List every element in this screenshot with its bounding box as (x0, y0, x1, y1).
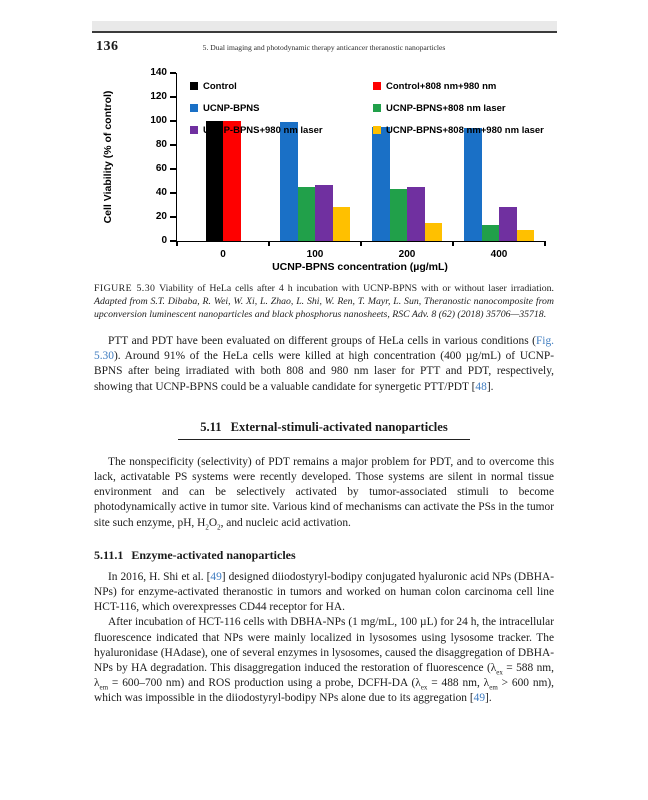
y-tick-label: 20 (155, 211, 167, 222)
text-segment: Viability of HeLa cells after 4 h incubation with UCNP-BPNS with or without laser irradiation. (155, 283, 554, 294)
text-segment: The nonspecificity (selectivity) of PDT remains a major problem for PDT, and to overcome this lack, activatable PS systems were recently developed. Those systems are silent in normal tissue environment and can be selectively activated by tumor-associated stimuli to become photodynamically active in tumor site. Various kind of mechanisms can activate the PSs in the tumor site such enzyme, pH, H (94, 455, 554, 529)
y-tick-label: 0 (161, 235, 167, 246)
bar-ucnp-bpns-808-nm-980-nm-laser (333, 207, 351, 241)
subscript: ex (420, 683, 428, 692)
bar-ucnp-bpns-808-nm-laser (482, 225, 500, 241)
text-segment: ). Around 91% of the HeLa cells were killed at high concentration (400 µg/mL) of UCNP-BPNS after being irradiated with both 808 and 980 nm laser for PTT and PDT, respectively, showing that UCNP-BPNS could be a valuable candidate for synergetic PTT/PDT [ (94, 350, 554, 393)
bar-ucnp-bpns (464, 128, 482, 241)
legend-swatch-icon (373, 126, 381, 134)
text-segment: Adapted from S.T. Dibaba, R. Wei, W. Xi, L. Zhao, L. Shi, W. Ren, T. Mayr, L. Sun, Theranostic nanocomposite from upconversion luminescent nanoparticles and black phosphorus nanosheets, RSC Adv. 8 (62) (2018) 35706—35718. (94, 296, 554, 320)
legend-item (373, 75, 544, 97)
chart-y-axis-label: Cell Viability (% of control) (102, 90, 114, 224)
paragraph-ptt-pdt (94, 334, 554, 395)
text-segment: In 2016, H. Shi et al. [ (108, 570, 211, 583)
subscript: ex (496, 668, 503, 677)
x-category-label: 200 (398, 249, 416, 260)
x-tick-mark (268, 241, 270, 246)
legend-item (373, 97, 544, 119)
y-tick-mark (170, 216, 176, 218)
legend-label: UCNP-BPNS+808 nm+980 nm laser (386, 124, 544, 136)
citation-link[interactable]: Fig. 5.30 (94, 335, 554, 363)
citation-link[interactable]: 49 (473, 692, 486, 705)
text-segment: = 588 nm, λ (94, 662, 554, 690)
y-tick-mark (170, 72, 176, 74)
text-segment: After incubation of HCT-116 cells with DBHA-NPs (1 mg/mL, 100 µL) for 24 h, the intracellular fluorescence indicated that NPs were mainly localized in lysosomes using lysosome tracker. The hyaluronidase (HAdase), one of several enzymes in lysosomes, caused the disaggregation of DBHA-NPs by HA degradation. This disaggregation induced the restoration of fluorescence (λ (94, 616, 554, 675)
text-segment: O (208, 516, 218, 529)
bar-ucnp-bpns-808-nm-980-nm-laser (517, 230, 535, 241)
y-tick-label: 80 (155, 139, 167, 150)
legend-label: UCNP-BPNS+980 nm laser (203, 124, 323, 136)
x-tick-mark (360, 241, 362, 246)
subsection-heading-5-11-1 (94, 548, 554, 563)
figure-caption (94, 282, 554, 321)
y-tick-label: 140 (150, 67, 167, 78)
x-tick-mark (452, 241, 454, 246)
legend-swatch-icon (373, 104, 381, 112)
bar-ucnp-bpns-980-nm-laser (407, 187, 425, 241)
subscript: 2 (205, 522, 209, 531)
bar-ucnp-bpns-808-nm-laser (390, 189, 408, 241)
section-heading-text (178, 420, 470, 440)
paragraph-shi-2016 (94, 570, 554, 616)
y-tick-label: 100 (150, 115, 167, 126)
x-category-label: 0 (220, 249, 226, 260)
paragraph-hct116-incubation (94, 615, 554, 706)
section-heading-5-11 (94, 418, 554, 440)
y-tick-mark (170, 168, 176, 170)
y-tick-mark (170, 120, 176, 122)
legend-label: Control+808 nm+980 nm (386, 80, 497, 92)
subscript: 2 (217, 522, 221, 531)
y-tick-mark (170, 192, 176, 194)
subscript: em (99, 683, 109, 692)
y-tick-mark (170, 96, 176, 98)
x-category-label: 400 (490, 249, 508, 260)
subscript: em (489, 683, 498, 692)
x-tick-mark (544, 241, 546, 246)
bar-ucnp-bpns-980-nm-laser (315, 185, 333, 241)
text-segment: ] designed diiodostyryl-bodipy conjugated hyaluronic acid NPs (DBHA-NPs) for enzyme-activated theranostic in tumors and worked on human colon carcinoma cell line HCT-116, which overexpresses CD44 receptor for HA. (94, 570, 554, 614)
legend-label: Control (203, 80, 237, 92)
section-number: 5.11 (200, 419, 222, 434)
bar-ucnp-bpns (372, 127, 390, 241)
text-segment: FIGURE 5.30 (94, 283, 156, 294)
page-content (94, 0, 554, 707)
legend-swatch-icon (190, 82, 198, 90)
paragraph-nonspecificity (94, 455, 554, 531)
legend-swatch-icon (190, 104, 198, 112)
subsection-number: 5.11.1 (94, 547, 124, 562)
text-segment: PTT and PDT have been evaluated on different groups of HeLa cells in various conditions ( (108, 335, 536, 347)
legend-label: UCNP-BPNS (203, 102, 260, 114)
text-segment: = 600–700 nm) and ROS production using a probe, DCFH-DA (λ (108, 677, 421, 690)
legend-item (190, 119, 373, 141)
chart-x-axis-label: UCNP-BPNS concentration (µg/mL) (272, 261, 448, 273)
citation-link[interactable]: 49 (210, 570, 222, 583)
x-tick-mark (176, 241, 178, 246)
section-title: External-stimuli-activated nanoparticles (230, 419, 448, 434)
bar-ucnp-bpns-808-nm-laser (298, 187, 316, 241)
text-segment: ]. (485, 692, 492, 705)
text-segment: , and nucleic acid activation. (220, 516, 351, 529)
bar-ucnp-bpns-808-nm-980-nm-laser (425, 223, 443, 241)
subsection-title: Enzyme-activated nanoparticles (131, 547, 296, 562)
page-number: 136 (96, 39, 119, 54)
legend-swatch-icon (373, 82, 381, 90)
legend-item (373, 119, 544, 141)
running-header (94, 39, 554, 55)
legend-item (190, 97, 373, 119)
chart-legend (190, 75, 544, 141)
bar-ucnp-bpns-980-nm-laser (499, 207, 517, 241)
y-tick-label: 120 (150, 91, 167, 102)
running-head-title: 5. Dual imaging and photodynamic therapy anticancer theranostic nanoparticles (202, 43, 446, 52)
y-tick-mark (170, 144, 176, 146)
legend-label: UCNP-BPNS+808 nm laser (386, 102, 506, 114)
y-tick-mark (170, 240, 176, 242)
figure-5-30-chart (94, 65, 554, 277)
text-segment: > 600 nm), which was impossible in the diiodostyryl-bodipy NPs alone due to its aggregation [ (94, 677, 555, 705)
text-segment: = 488 nm, λ (427, 677, 490, 690)
text-segment: ]. (486, 380, 494, 393)
x-category-label: 100 (306, 249, 324, 260)
legend-swatch-icon (190, 126, 198, 134)
citation-link[interactable]: 48 (475, 380, 487, 393)
legend-item (190, 75, 373, 97)
y-tick-label: 40 (155, 187, 167, 198)
y-tick-label: 60 (155, 163, 167, 174)
